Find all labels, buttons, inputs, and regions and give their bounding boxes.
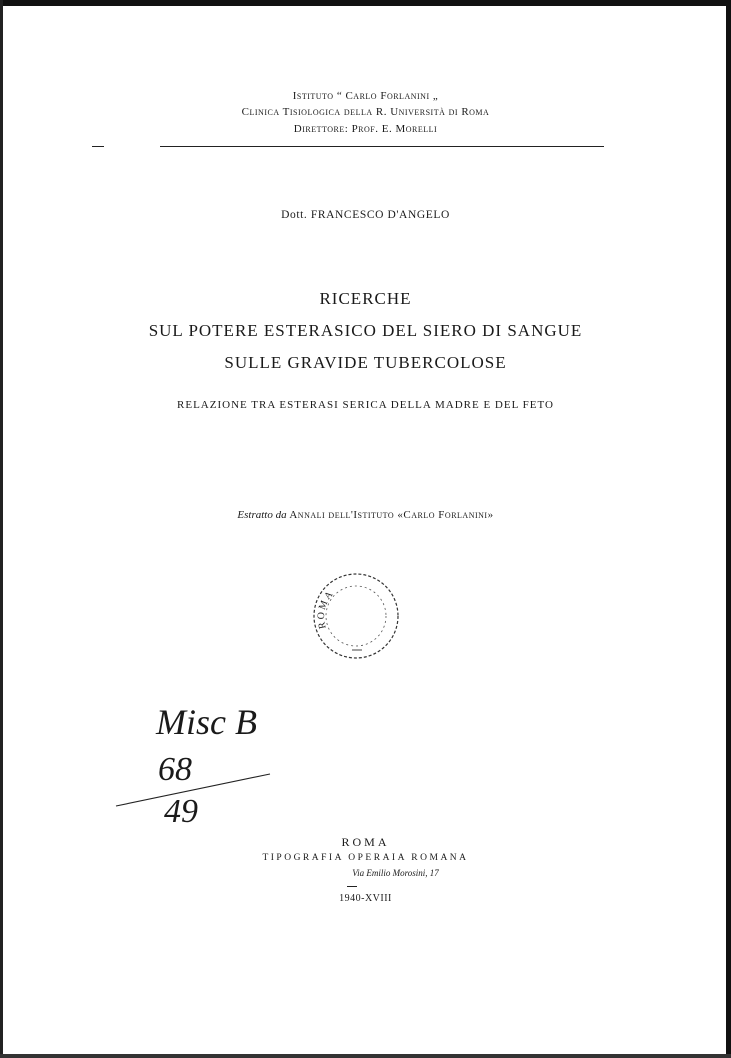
title-line-2: SUL POTERE ESTERASICO DEL SIERO DI SANGUE [148,321,583,340]
handwritten-line-3: 49 [164,793,198,830]
header-rule-left [92,146,104,147]
stamp-text: ROMA [315,587,337,630]
extract-note [0,509,731,521]
imprint-year: 1940-XVIII [339,893,392,904]
title-line-1: RICERCHE [319,289,412,308]
imprint-dash [347,886,357,887]
scan-edge-top [0,0,731,6]
institute-line: Istituto “ Carlo Forlanini „ [292,90,439,102]
extract-source: Annali dell'Istituto «Carlo Forlanini» [289,509,494,521]
library-stamp [306,566,406,666]
svg-text:ROMA [316,588,337,630]
imprint-printer: TIPOGRAFIA OPERAIA ROMANA [262,853,469,863]
clinic-line: Clinica Tisiologica della R. Università di Roma [241,106,490,118]
handwritten-shelfmark [108,688,278,833]
handwritten-line-2: 68 [158,751,192,788]
author-name: Dott. FRANCESCO D'ANGELO [281,209,450,221]
extract-prefix: Estratto da [237,509,287,521]
subtitle: RELAZIONE TRA ESTERASI SERICA DELLA MADRE E DEL FETO [177,399,554,411]
scan-edge-bottom [0,1054,731,1058]
director-line: Direttore: Prof. E. Morelli [293,123,438,135]
header-rule [160,146,604,147]
imprint-city: ROMA [341,835,390,849]
imprint-address: Via Emilio Morosini, 17 [352,868,439,878]
title-line-3: SULLE GRAVIDE TUBERCOLOSE [224,353,507,372]
handwritten-line-1: Misc B [156,702,257,742]
